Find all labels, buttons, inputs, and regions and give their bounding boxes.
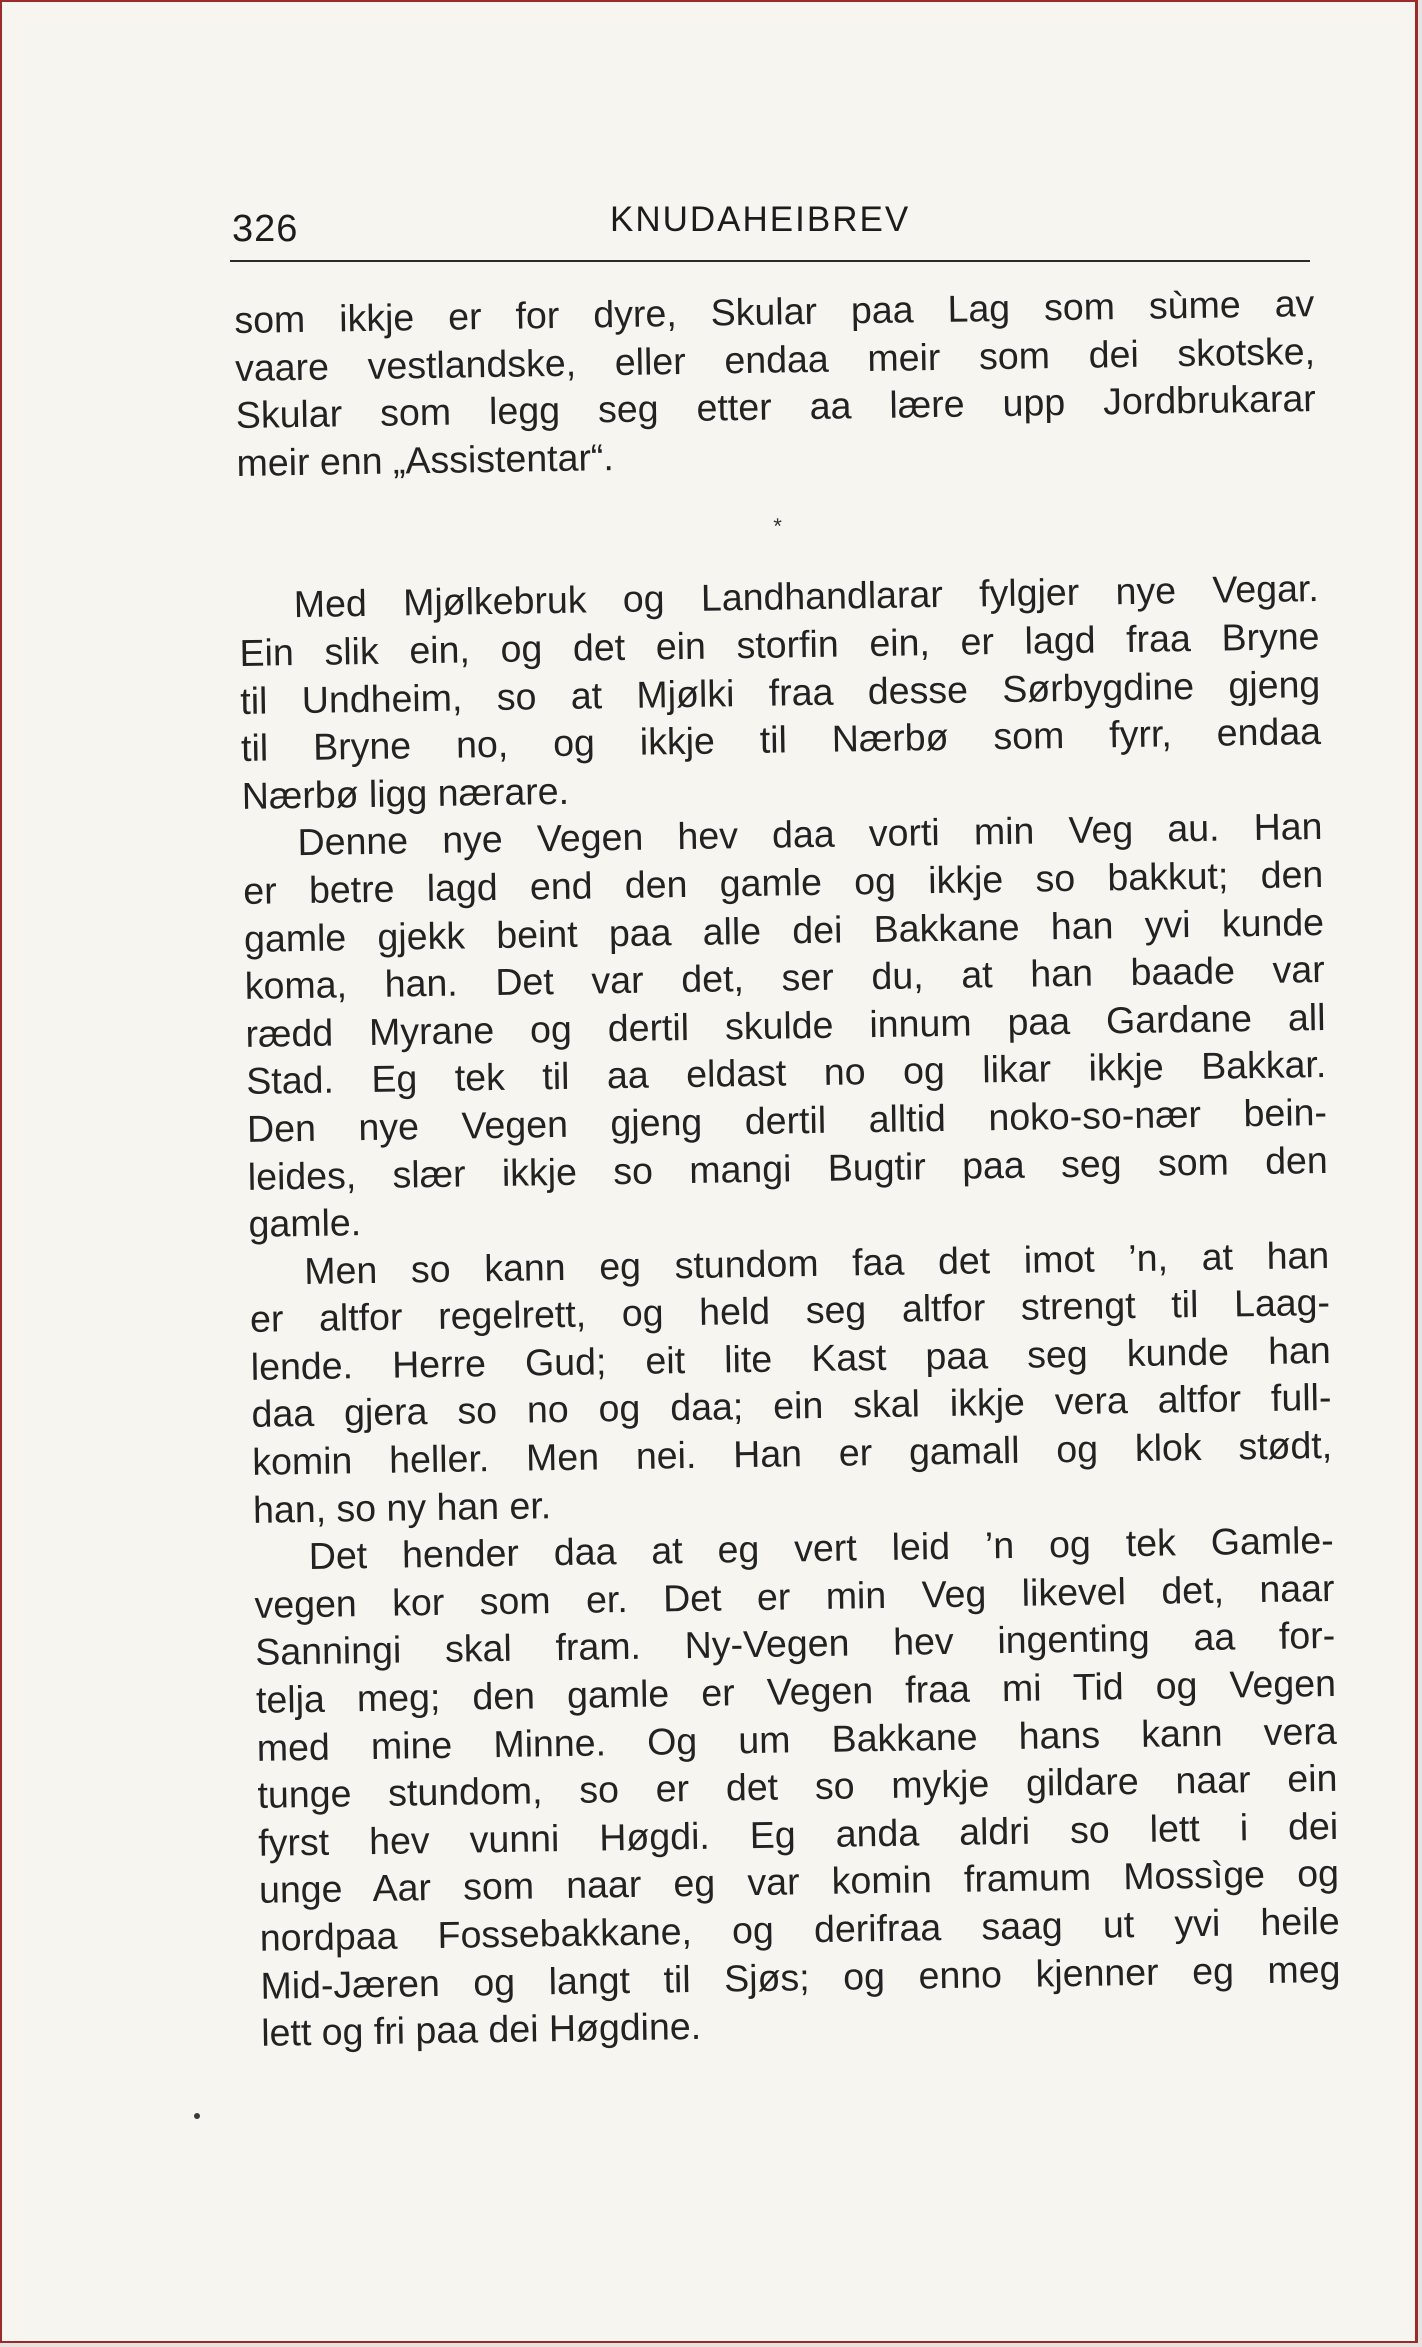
text-line: meir enn „Assistentar“.	[236, 435, 615, 484]
text-line: Sanningi skal fram. Ny-Vegen hev ingenting aa for-	[254, 1614, 1336, 1674]
paragraph	[238, 565, 1322, 820]
body-text	[234, 280, 1342, 2058]
text-line: Den nye Vegen gjeng dertil alltid noko-so-nær bein-	[246, 1090, 1328, 1150]
paragraph	[249, 1232, 1333, 1534]
text-line: koma, han. Det var det, ser du, at han baade var	[244, 948, 1326, 1008]
text-line: Med Mjølkebruk og Landhandlarar fylgjer nye Vegar.	[293, 567, 1320, 626]
paragraph	[234, 280, 1317, 487]
text-line: telja meg; den gamle er Vegen fraa mi Tid og Vegen	[255, 1661, 1337, 1721]
text-line: vegen kor som er. Det er min Veg likevel det, naar	[254, 1566, 1335, 1626]
paragraph	[242, 803, 1329, 1248]
text-line: er betre lagd end den gamle og ikkje so bakkut; den	[242, 852, 1324, 912]
text-line: til Bryne no, og ikkje til Nærbø som fyrr, endaa	[240, 710, 1322, 770]
text-line: rædd Myrane og dertil skulde innum paa Gardane all	[245, 995, 1326, 1055]
text-line: til Undheim, so at Mjølki fraa desse Sørbygdine gjeng	[240, 662, 1321, 722]
text-line: gamle gjekk beint paa alle dei Bakkane han yvi kunde	[243, 900, 1325, 960]
text-line: Nærbø ligg nærare.	[241, 769, 570, 817]
running-title: KNUDAHEIBREV	[610, 200, 911, 239]
text-line: Men so kann eg stundom faa det imot ’n, at han	[303, 1233, 1330, 1292]
text-line: Det hender daa at eg vert leid ’n og tek Gamle-	[308, 1519, 1334, 1578]
text-line: komin heller. Men nei. Han er gamall og klok stødt,	[251, 1423, 1333, 1483]
text-line: lende. Herre Gud; eit lite Kast paa seg kunde han	[250, 1328, 1332, 1388]
section-separator: *	[773, 513, 783, 539]
text-line: leides, slær ikkje so mangi Bugtir paa seg som den	[247, 1138, 1329, 1198]
page-number: 326	[232, 208, 299, 250]
text-line: gamle.	[248, 1201, 362, 1245]
text-line: Stad. Eg tek til aa eldast no og likar ikkje Bakkar.	[245, 1043, 1327, 1103]
text-line: som ikkje er for dyre, Skular paa Lag som sùme av	[234, 282, 1315, 341]
text-line: tunge stundom, so er det so mykje gildare naar ein	[257, 1757, 1338, 1817]
text-line: unge Aar som naar eg var komin framum Mossìge og	[258, 1852, 1340, 1912]
ink-speck	[194, 2113, 200, 2119]
text-line: Mid-Jæren og langt til Sjøs; og enno kjenner eg meg	[260, 1947, 1341, 2007]
text-line: er altfor regelrett, og held seg altfor strengt til Laag-	[249, 1281, 1331, 1341]
text-line: nordpaa Fossebakkane, og derifraa saag ut yvi heile	[259, 1899, 1340, 1959]
text-line: fyrst hev vunni Høgdi. Eg anda aldri so lett i dei	[257, 1804, 1339, 1864]
text-line: Ein slik ein, og det ein storfin ein, er lagd fraa Bryne	[239, 614, 1320, 674]
text-line: med mine Minne. Og um Bakkane hans kann vera	[256, 1709, 1337, 1769]
page-header	[230, 200, 1310, 262]
text-line: daa gjera so no og daa; ein skal ikkje vera altfor full-	[251, 1376, 1332, 1436]
text-line: Skular som legg seg etter aa lære upp Jordbrukarar	[235, 377, 1317, 437]
text-line: vaare vestlandske, eller endaa meir som dei skotske,	[234, 329, 1316, 389]
text-line: lett og fri paa dei Høgdine.	[260, 2005, 702, 2054]
text-line: Denne nye Vegen hev daa vorti min Veg au. Han	[297, 805, 1323, 864]
text-line: han, so ny han er.	[252, 1483, 552, 1531]
paragraph	[253, 1517, 1341, 2057]
